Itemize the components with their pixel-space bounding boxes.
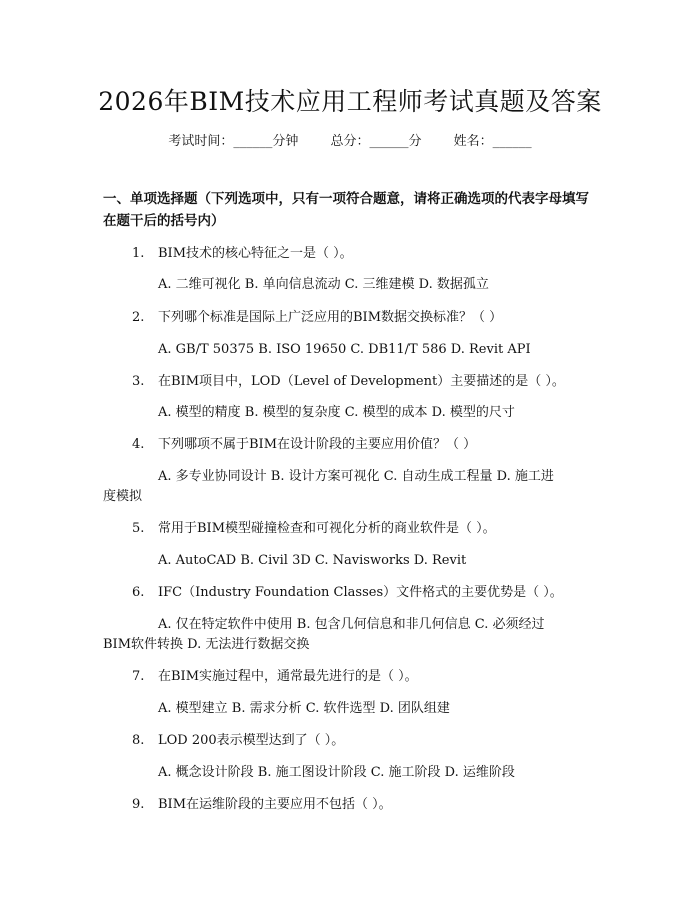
question-1 [132, 244, 353, 264]
question-text: 常用于BIM模型碰撞检查和可视化分析的商业软件是（ ）。 [158, 521, 496, 536]
question-number: 8. [132, 733, 145, 748]
question-number: 3. [132, 374, 145, 389]
question-number: 1. [132, 246, 145, 261]
question-7-options: A. 模型建立 B. 需求分析 C. 软件选型 D. 团队组建 [158, 701, 450, 716]
question-text: BIM在运维阶段的主要应用不包括（ ）。 [158, 797, 392, 812]
exam-score: 总分：______分 [330, 134, 422, 149]
question-number: 7. [132, 669, 145, 684]
section-heading: 一、单项选择题（下列选项中，只有一项符合题意，请将正确选项的代表字母填写在题干后的括号内） [103, 191, 589, 229]
question-8-options: A. 概念设计阶段 B. 施工图设计阶段 C. 施工阶段 D. 运维阶段 [158, 765, 515, 780]
question-number: 5. [132, 521, 145, 536]
exam-name: 姓名：______ [453, 134, 532, 149]
question-3-options: A. 模型的精度 B. 模型的复杂度 C. 模型的成本 D. 模型的尺寸 [158, 405, 515, 420]
question-4-options: A. 多专业协同设计 B. 设计方案可视化 C. 自动生成工程量 D. 施工进 [158, 469, 554, 484]
question-4 [132, 435, 476, 455]
question-2 [132, 308, 502, 328]
question-8 [132, 731, 344, 751]
question-6-options-continued: BIM软件转换 D. 无法进行数据交换 [103, 637, 310, 652]
page-title: 2026年BIM技术应用工程师考试真题及答案 [98, 87, 602, 116]
exam-info [0, 130, 700, 149]
question-number: 6. [132, 585, 145, 600]
question-text: 在BIM实施过程中，通常最先进行的是（ ）。 [158, 669, 418, 684]
question-text: LOD 200表示模型达到了（ ）。 [158, 733, 345, 748]
question-2-options: A. GB/T 50375 B. ISO 19650 C. DB11/T 586 D. Revit API [158, 342, 531, 357]
question-number: 9. [132, 797, 145, 812]
question-text: 下列哪项不属于BIM在设计阶段的主要应用价值？（ ） [158, 437, 477, 452]
question-9 [132, 795, 392, 815]
question-7 [132, 667, 418, 687]
question-text: 在BIM项目中，LOD（Level of Development）主要描述的是（ ）。 [158, 374, 565, 389]
question-text: BIM技术的核心特征之一是（ ）。 [158, 246, 353, 261]
question-1-options: A. 二维可视化 B. 单向信息流动 C. 三维建模 D. 数据孤立 [158, 277, 489, 292]
question-text: 下列哪个标准是国际上广泛应用的BIM数据交换标准？（ ） [158, 310, 503, 325]
question-4-options-continued: 度模拟 [103, 489, 143, 504]
question-6 [132, 583, 563, 603]
question-3 [132, 372, 565, 392]
question-5 [132, 519, 496, 539]
exam-time: 考试时间：______分钟 [168, 134, 299, 149]
question-number: 2. [132, 310, 145, 325]
question-number: 4. [132, 437, 145, 452]
question-5-options: A. AutoCAD B. Civil 3D C. Navisworks D. Revit [158, 553, 467, 568]
question-6-options: A. 仅在特定软件中使用 B. 包含几何信息和非几何信息 C. 必须经过 [158, 617, 545, 632]
question-text: IFC（Industry Foundation Classes）文件格式的主要优势是（ ）。 [158, 585, 563, 600]
